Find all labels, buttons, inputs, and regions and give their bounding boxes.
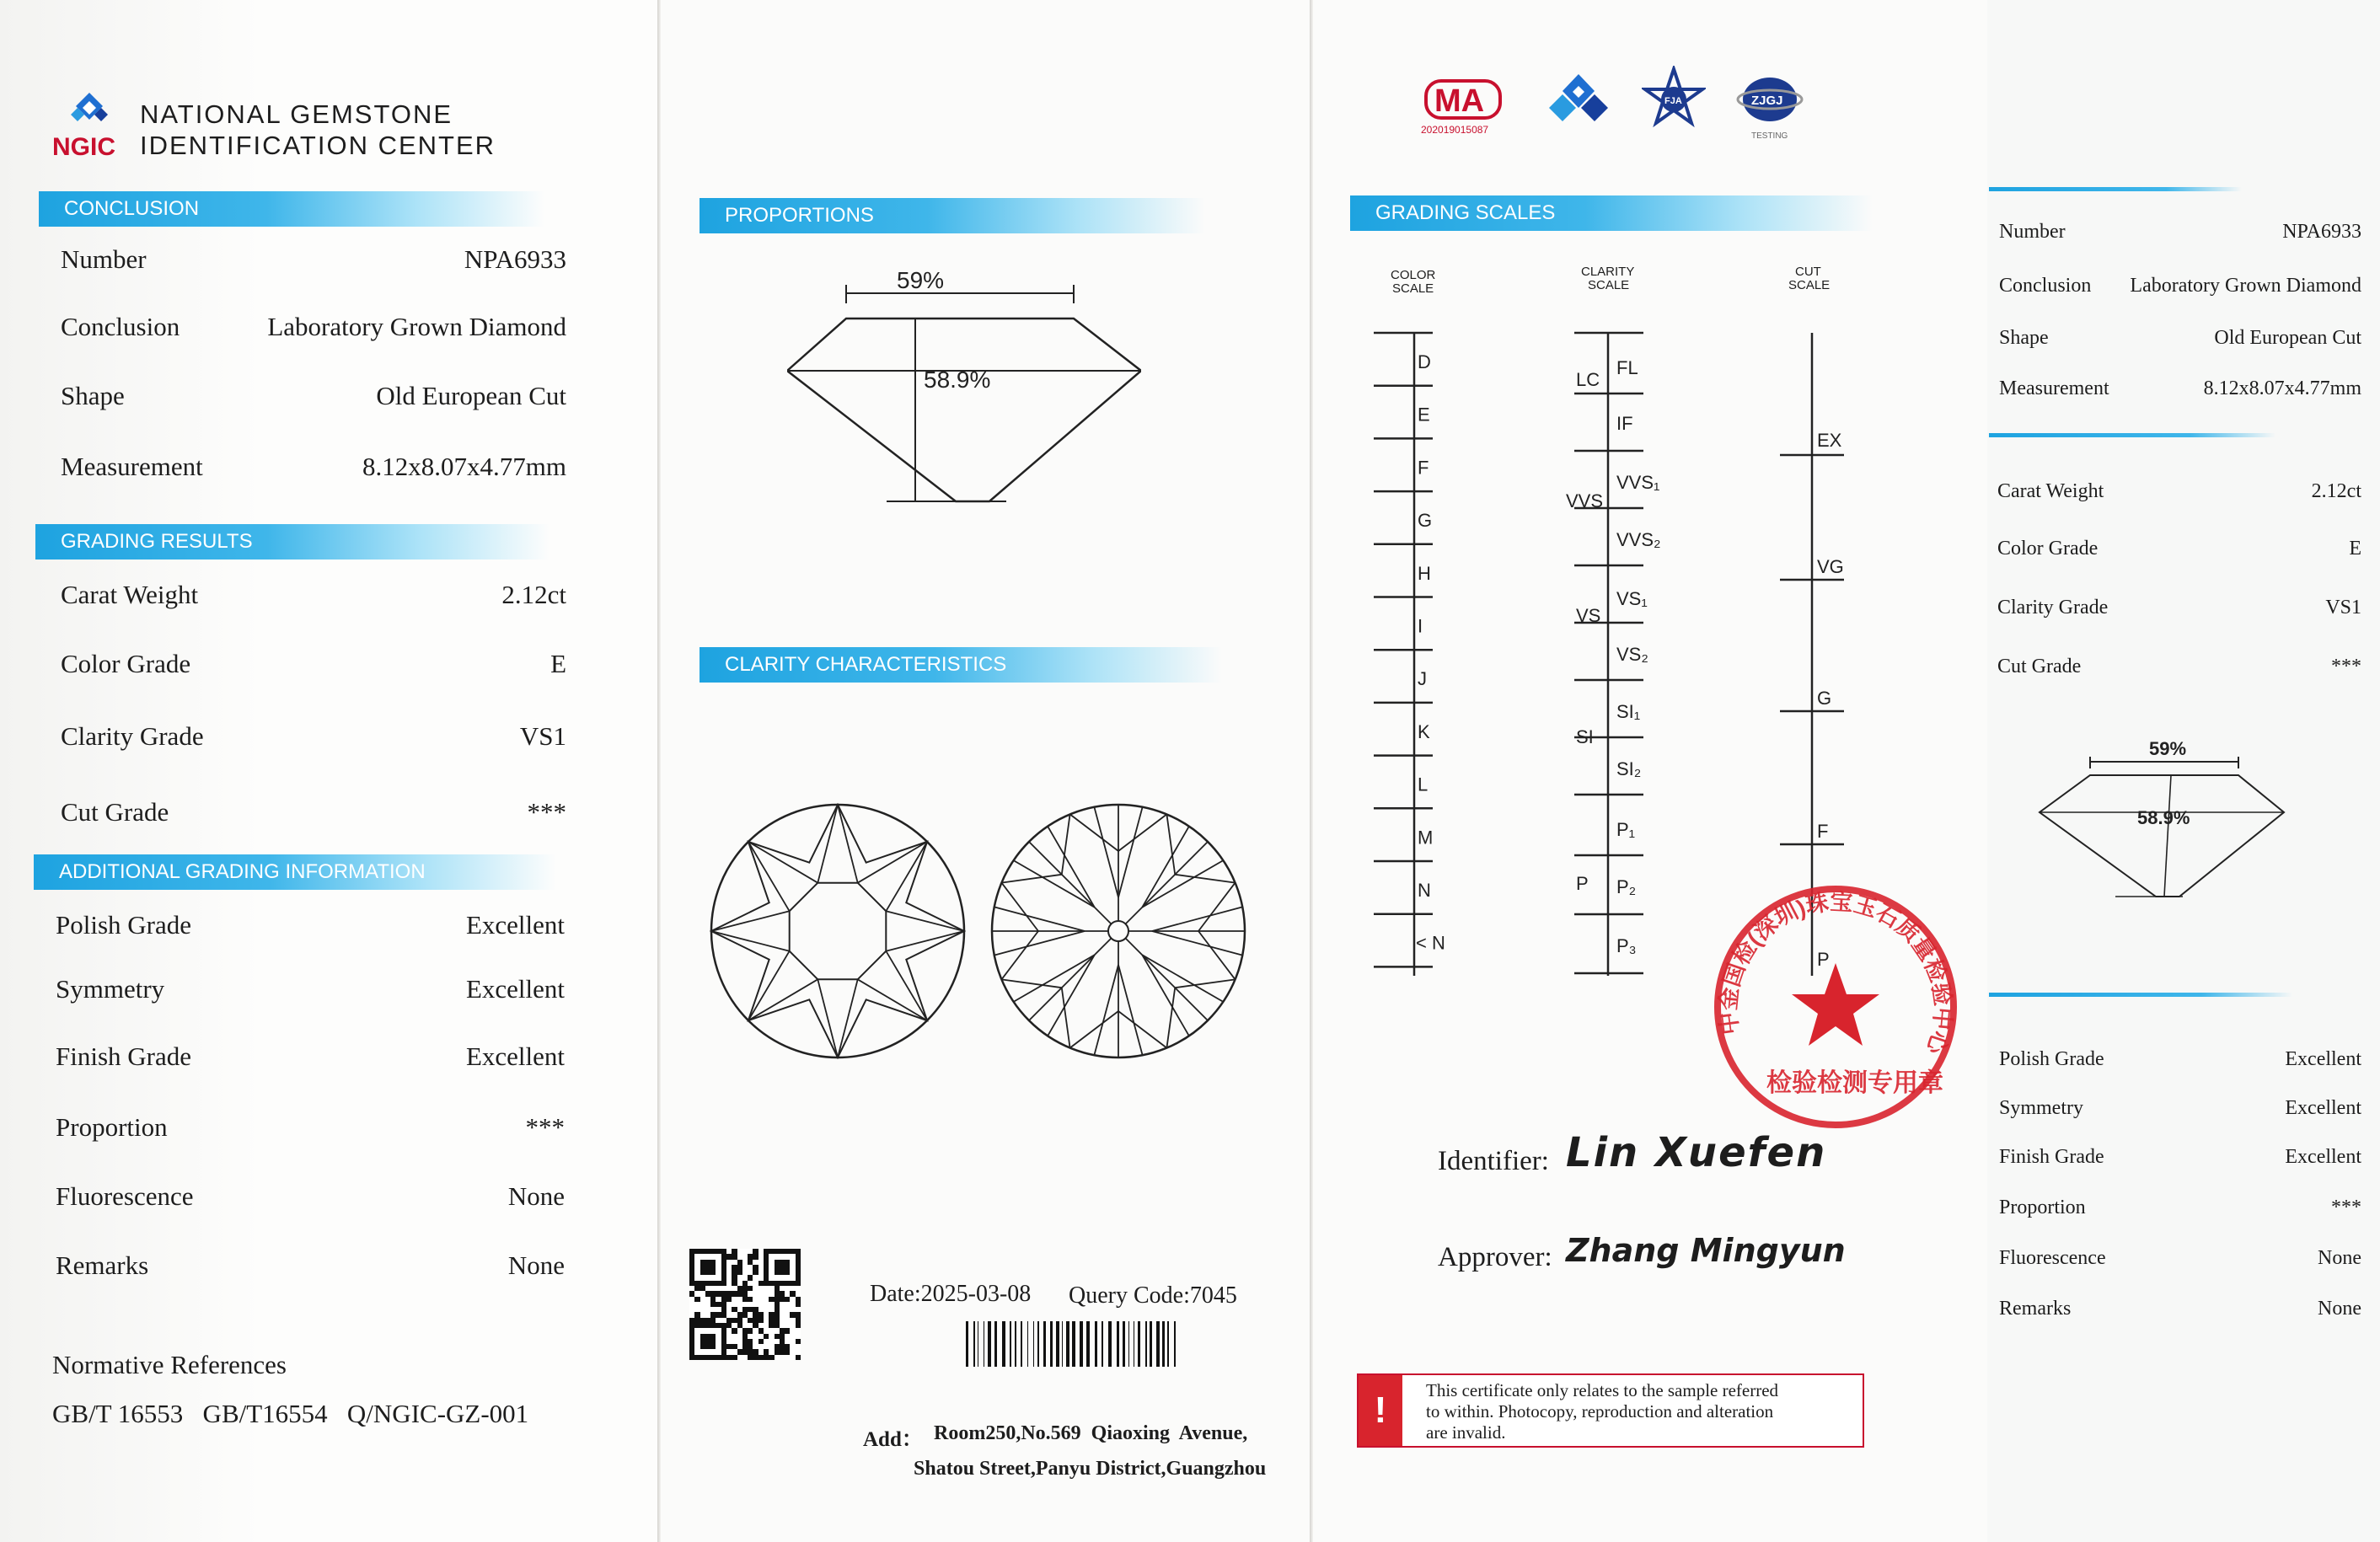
summary-depth-label: 58.9% — [2137, 807, 2190, 828]
row-label: Symmetry — [56, 974, 165, 1004]
row-value: None — [2318, 1298, 2361, 1320]
row-value: *** — [2331, 656, 2361, 677]
summary-proportion-diagram — [2038, 733, 2291, 902]
scale-label: P — [1817, 949, 1830, 970]
row-label: Carat Weight — [1997, 480, 2104, 502]
row-label: Shape — [61, 381, 125, 410]
official-seal-stamp — [1709, 881, 1962, 1133]
scale-label: G — [1418, 510, 1433, 532]
info-row — [61, 312, 566, 345]
proportions-header: PROPORTIONS — [700, 198, 1205, 233]
scale-label: P₃ — [1616, 935, 1637, 956]
row-value: Excellent — [465, 974, 565, 1004]
conclusion-header: CONCLUSION — [39, 191, 544, 227]
approver-label: Approver: — [1438, 1242, 1552, 1272]
info-row — [1999, 221, 2361, 254]
scale-label: SI — [1576, 726, 1594, 747]
row-value: VS1 — [519, 721, 566, 751]
info-row — [56, 1041, 565, 1075]
clarity-scale-title-2: SCALE — [1588, 278, 1630, 292]
clarity-plot-crown-diagram — [707, 800, 968, 1062]
summary-panel — [1987, 0, 2380, 1542]
row-label: Clarity Grade — [1997, 597, 2109, 618]
row-label: Symmetry — [1999, 1097, 2083, 1119]
row-value: NPA6933 — [2282, 221, 2361, 243]
identifier-label: Identifier: — [1438, 1146, 1549, 1176]
row-value: Laboratory Grown Diamond — [2130, 275, 2361, 297]
notice-line2: to within. Photocopy, reproduction and alteration — [1426, 1401, 1774, 1422]
scale-label: N — [1418, 880, 1431, 901]
cma-logo-icon — [1419, 76, 1512, 143]
row-label: Shape — [1999, 327, 2049, 349]
info-row — [56, 1181, 565, 1215]
row-label: Number — [1999, 221, 2066, 243]
ngic-mark-icon — [1542, 71, 1615, 137]
org-name-line1: NATIONAL GEMSTONE — [140, 99, 453, 129]
warning-icon: ! — [1359, 1375, 1402, 1446]
info-row — [56, 1250, 565, 1284]
info-row — [1999, 377, 2361, 411]
row-label: Conclusion — [1999, 275, 2092, 297]
zjgj-logo-text: ZJGJ — [1751, 94, 1783, 108]
row-label: Remarks — [1999, 1298, 2072, 1320]
row-label: Measurement — [61, 452, 203, 481]
scale-label: FL — [1616, 357, 1638, 378]
scale-label: VS — [1576, 605, 1601, 626]
fja-logo-text: FJA — [1664, 96, 1682, 106]
row-label: Proportion — [56, 1112, 168, 1142]
scale-label: P — [1576, 873, 1589, 894]
info-row — [1997, 538, 2361, 571]
scale-label: F — [1817, 821, 1829, 842]
cut-scale-title-2: SCALE — [1788, 278, 1831, 292]
info-row — [61, 244, 566, 278]
scale-label: P₂ — [1616, 876, 1637, 897]
org-name-line2: IDENTIFICATION CENTER — [140, 131, 496, 160]
depth-percent-label: 58.9% — [924, 367, 991, 393]
certificate-front-panel — [0, 0, 657, 1542]
address-line1: Room250,No.569 Qiaoxing Avenue, — [934, 1422, 1248, 1444]
row-value: NPA6933 — [464, 244, 566, 274]
info-row — [56, 974, 565, 1008]
scale-label: SI₂ — [1616, 758, 1642, 779]
scale-label: G — [1817, 688, 1832, 709]
row-label: Polish Grade — [1999, 1048, 2104, 1070]
scale-label: L — [1418, 774, 1429, 795]
row-value: 2.12ct — [501, 580, 566, 609]
svg-text:检验检测专用章: 检验检测专用章 — [1766, 1069, 1943, 1097]
info-row — [61, 649, 566, 683]
row-value: Old European Cut — [2214, 327, 2361, 349]
scale-label: IF — [1616, 413, 1633, 434]
row-label: Remarks — [56, 1250, 149, 1280]
scale-label: D — [1418, 351, 1431, 372]
additional-info-header: ADDITIONAL GRADING INFORMATION — [34, 854, 556, 890]
query-code: Query Code:7045 — [1069, 1282, 1237, 1309]
row-value: VS1 — [2325, 597, 2361, 618]
row-label: Conclusion — [61, 312, 180, 341]
row-label: Proportion — [1999, 1197, 2086, 1218]
row-value: Excellent — [465, 910, 565, 940]
scale-label: VS₂ — [1616, 644, 1648, 665]
barcode[interactable] — [966, 1321, 1234, 1367]
row-value: None — [507, 1181, 565, 1211]
proportion-diagram — [787, 270, 1141, 514]
row-label: Finish Grade — [1999, 1146, 2104, 1168]
clarity-plot-pavilion-diagram — [988, 800, 1249, 1062]
color-scale-title-1: COLOR — [1391, 268, 1436, 282]
info-row — [61, 580, 566, 613]
row-value: None — [507, 1250, 565, 1280]
cma-number: 202019015087 — [1421, 124, 1489, 136]
identifier-signature: Lin Xuefen — [1566, 1129, 1827, 1176]
row-value: Excellent — [2285, 1048, 2361, 1070]
scale-label: VS₁ — [1616, 588, 1648, 609]
row-value: 8.12x8.07x4.77mm — [362, 452, 566, 481]
scale-label: VVS₁ — [1616, 472, 1660, 493]
info-row — [61, 452, 566, 485]
normative-refs: GB/T 16553 GB/T16554 Q/NGIC-GZ-001 — [52, 1399, 529, 1428]
row-value: Excellent — [465, 1041, 565, 1071]
info-row — [56, 910, 565, 944]
row-label: Polish Grade — [56, 910, 192, 940]
row-value: 2.12ct — [2311, 480, 2361, 502]
info-row — [1999, 1197, 2361, 1230]
color-scale-title-2: SCALE — [1392, 281, 1434, 296]
row-value: *** — [527, 797, 566, 827]
row-value: Excellent — [2285, 1146, 2361, 1168]
qr-code[interactable] — [689, 1249, 801, 1360]
row-value: *** — [525, 1112, 565, 1142]
row-value: Excellent — [2285, 1097, 2361, 1119]
row-label: Fluorescence — [1999, 1247, 2106, 1269]
info-row — [1999, 1097, 2361, 1131]
cma-logo-text: MA — [1434, 83, 1485, 119]
grading-scales-panel — [1313, 0, 1987, 1542]
scale-label: P₁ — [1616, 819, 1636, 840]
cut-scale-title-1: CUT — [1795, 265, 1821, 279]
proportions-panel — [661, 0, 1310, 1542]
row-label: Carat Weight — [61, 580, 199, 609]
row-value: Old European Cut — [376, 381, 566, 410]
scale-label: VVS — [1566, 490, 1604, 511]
info-row — [1999, 1298, 2361, 1331]
zjgj-logo-subtext: TESTING — [1751, 131, 1788, 141]
scale-label: H — [1418, 562, 1431, 584]
row-value: *** — [2331, 1197, 2361, 1218]
scale-label: VG — [1817, 556, 1844, 577]
zjgj-logo-icon — [1736, 71, 1812, 147]
row-label: Cut Grade — [1997, 656, 2082, 677]
row-label: Fluorescence — [56, 1181, 194, 1211]
scale-label: SI₁ — [1616, 701, 1641, 722]
notice-line1: This certificate only relates to the sample referred — [1426, 1380, 1779, 1400]
scale-label: F — [1418, 457, 1429, 479]
info-row — [1999, 275, 2361, 308]
table-percent-label: 59% — [897, 270, 945, 293]
row-value: E — [550, 649, 566, 678]
ngic-logo-text: NGIC — [52, 133, 115, 161]
issue-date: Date:2025-03-08 — [870, 1281, 1032, 1307]
info-row — [1997, 597, 2361, 630]
info-row — [61, 797, 566, 831]
info-row — [1997, 480, 2361, 514]
row-label: Color Grade — [61, 649, 191, 678]
scale-label: VVS₂ — [1616, 529, 1661, 550]
info-row — [61, 721, 566, 755]
clarity-scale-title-1: CLARITY — [1581, 265, 1635, 279]
info-row — [61, 381, 566, 415]
svg-text:中金国检(深圳)珠宝玉石质量检验中心有限公司广州分公司: 中金国检(深圳)珠宝玉石质量检验中心 — [1715, 889, 1956, 1057]
info-row — [56, 1112, 565, 1146]
row-value: E — [2349, 538, 2361, 560]
notice-line3: are invalid. — [1426, 1422, 1506, 1443]
address-line2: Shatou Street,Panyu District,Guangzhou — [914, 1458, 1267, 1480]
row-value: Laboratory Grown Diamond — [267, 312, 566, 341]
normative-title: Normative References — [52, 1350, 287, 1379]
scale-label: E — [1418, 404, 1430, 426]
scale-label: K — [1418, 720, 1430, 742]
info-row — [1999, 1048, 2361, 1082]
scale-label: < N — [1416, 932, 1445, 954]
row-label: Number — [61, 244, 147, 274]
info-row — [1999, 1146, 2361, 1180]
scale-label: M — [1418, 827, 1434, 849]
row-label: Clarity Grade — [61, 721, 204, 751]
notice-box — [1357, 1373, 1864, 1448]
fja-logo-icon — [1642, 66, 1706, 133]
info-row — [1999, 1247, 2361, 1281]
info-row — [1997, 656, 2361, 689]
row-label: Color Grade — [1997, 538, 2099, 560]
grading-results-header: GRADING RESULTS — [35, 524, 549, 560]
clarity-characteristics-header: CLARITY CHARACTERISTICS — [700, 647, 1222, 683]
scale-label: J — [1418, 668, 1427, 690]
row-label: Measurement — [1999, 377, 2109, 399]
address-label: Add： — [863, 1428, 923, 1451]
scale-label: EX — [1817, 430, 1842, 451]
row-value: None — [2318, 1247, 2361, 1269]
row-value: 8.12x8.07x4.77mm — [2203, 377, 2361, 399]
scale-label: I — [1418, 615, 1423, 637]
summary-table-label: 59% — [2149, 738, 2187, 759]
grading-scales-header: GRADING SCALES — [1350, 195, 1873, 231]
scale-label: LC — [1576, 369, 1600, 390]
row-label: Finish Grade — [56, 1041, 192, 1071]
approver-signature: Zhang Mingyun — [1566, 1232, 1846, 1269]
row-label: Cut Grade — [61, 797, 169, 827]
info-row — [1999, 327, 2361, 361]
